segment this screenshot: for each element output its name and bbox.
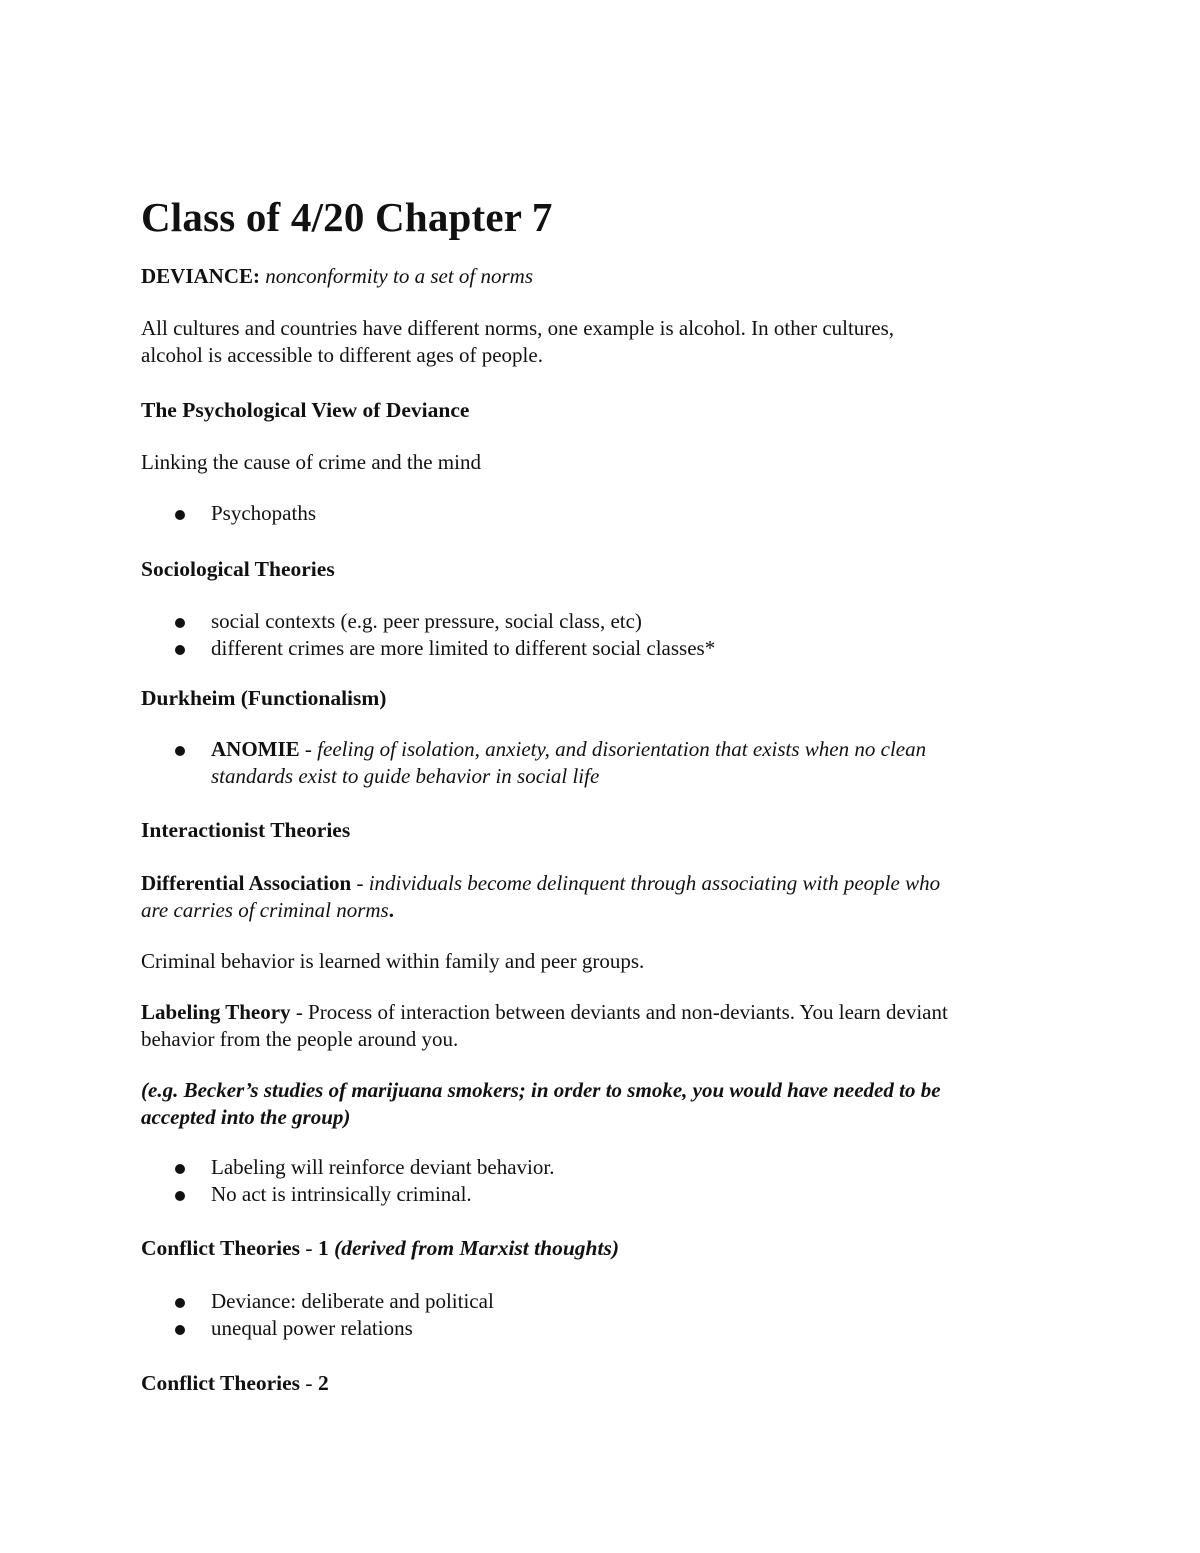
list-item: No act is intrinsically criminal. <box>211 1182 472 1206</box>
intro-line-1: All cultures and countries have different norms, one example is alcohol. In other cultures, <box>141 316 895 340</box>
conflict1-separator: - <box>300 1236 318 1260</box>
bullet-dot <box>175 1191 185 1201</box>
list-item: unequal power relations <box>211 1316 413 1340</box>
diffassoc-term: Differential Association <box>141 871 352 895</box>
conflict1-title: Conflict Theories <box>141 1236 301 1260</box>
psych-text: Linking the cause of crime and the mind <box>141 450 481 474</box>
diffassoc-period: . <box>388 898 394 922</box>
list-item: Psychopaths <box>211 501 316 525</box>
bullet-dot <box>175 1298 185 1308</box>
diffassoc-line-1 <box>141 870 940 897</box>
diffassoc-separator: - <box>351 871 369 895</box>
diffassoc-def-1: individuals become delinquent through associating with people who <box>368 871 941 895</box>
labeling-line-2: behavior from the people around you. <box>141 1027 459 1051</box>
diffassoc-def-2: are carries of criminal norms <box>141 898 389 922</box>
conflict2-number: 2 <box>317 1371 329 1395</box>
diffassoc-line-2 <box>141 897 394 924</box>
interaction-heading: Interactionist Theories <box>141 818 351 842</box>
labeling-def-1: - Process of interaction between deviants and non-deviants. You learn deviant <box>290 1000 948 1024</box>
list-item: social contexts (e.g. peer pressure, social class, etc) <box>211 609 642 633</box>
list-item: Labeling will reinforce deviant behavior. <box>211 1155 555 1179</box>
anomie-def-2: standards exist to guide behavior in social life <box>211 764 600 788</box>
bullet-dot <box>175 645 185 655</box>
conflict2-heading <box>141 1371 329 1396</box>
deviance-term: DEVIANCE: <box>141 264 261 288</box>
list-item: different crimes are more limited to different social classes* <box>211 636 716 660</box>
psych-heading: The Psychological View of Deviance <box>141 398 470 422</box>
list-item: Deviance: deliberate and political <box>211 1289 494 1313</box>
anomie-separator: - <box>299 737 318 761</box>
deviance-definition <box>141 263 533 290</box>
anomie-line-1 <box>211 736 926 763</box>
anomie-term: ANOMIE <box>211 737 300 761</box>
socio-heading: Sociological Theories <box>141 557 335 581</box>
conflict1-heading <box>141 1236 619 1261</box>
becker-line-1: (e.g. Becker’s studies of marijuana smokers; in order to smoke, you would have needed to be <box>141 1078 941 1102</box>
becker-line-2: accepted into the group) <box>141 1105 351 1129</box>
bullet-dot <box>175 1164 185 1174</box>
conflict1-note: (derived from Marxist thoughts) <box>334 1236 619 1260</box>
page-title: Class of 4/20 Chapter 7 <box>141 194 553 240</box>
bullet-dot <box>175 510 185 520</box>
durkheim-heading: Durkheim (Functionalism) <box>141 686 387 710</box>
conflict1-number: 1 <box>317 1236 335 1260</box>
conflict2-separator: - <box>300 1371 318 1395</box>
bullet-dot <box>175 746 185 756</box>
bullet-dot <box>175 1325 185 1335</box>
criminal-behavior-text: Criminal behavior is learned within family and peer groups. <box>141 949 645 973</box>
bullet-dot <box>175 618 185 628</box>
labeling-line-1 <box>141 999 948 1026</box>
anomie-def-1: feeling of isolation, anxiety, and disorientation that exists when no clean <box>317 737 927 761</box>
conflict2-title: Conflict Theories <box>141 1371 301 1395</box>
labeling-term: Labeling Theory <box>141 1000 291 1024</box>
intro-line-2: alcohol is accessible to different ages of people. <box>141 343 543 367</box>
deviance-def: nonconformity to a set of norms <box>265 264 534 288</box>
